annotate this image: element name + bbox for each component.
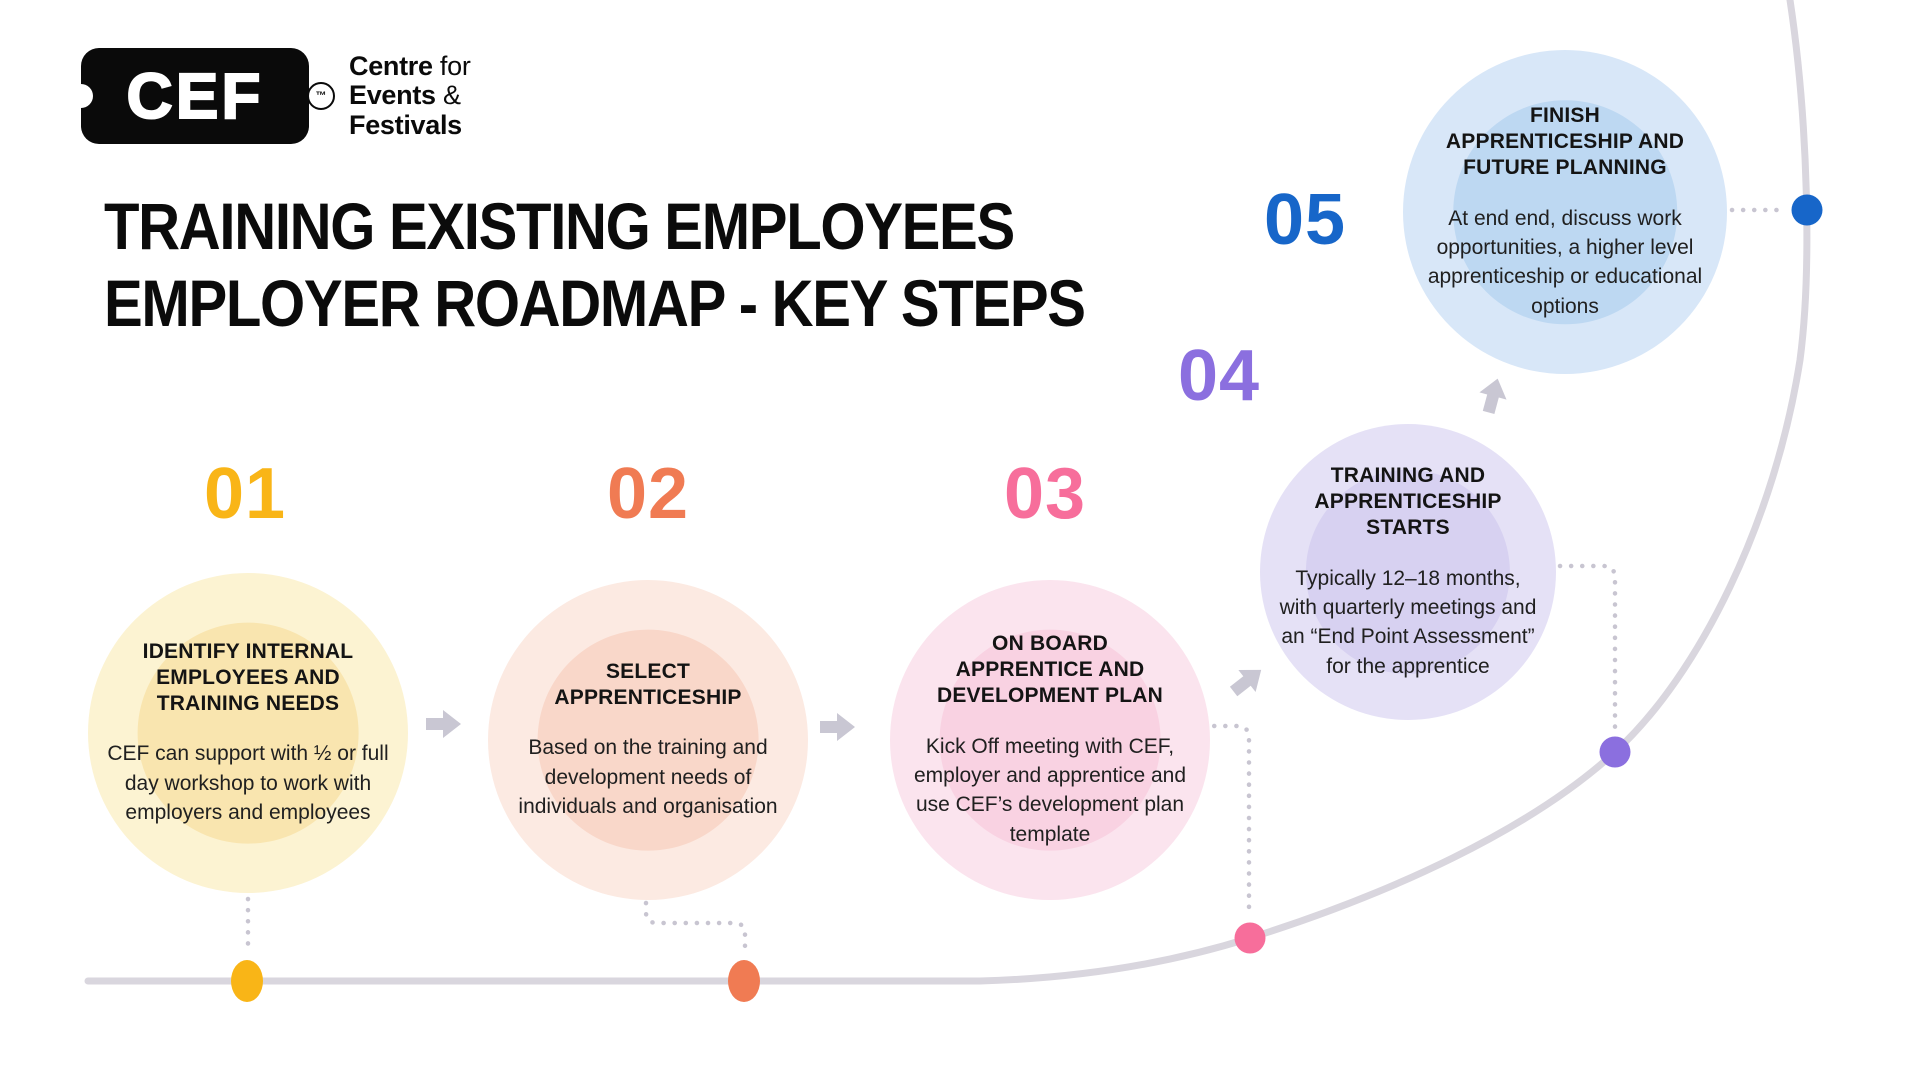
step-2-number: 02: [606, 454, 690, 534]
cef-logo-tagline: [349, 52, 471, 139]
page-title-line-1: TRAINING EXISTING EMPLOYEES: [104, 189, 1014, 263]
step-circle-4: [1260, 424, 1556, 720]
step-1-number: 01: [203, 454, 287, 534]
milestone-dot-4: [1600, 737, 1631, 768]
step-5-number: 05: [1263, 180, 1347, 260]
step-circle-3: [890, 580, 1210, 900]
step-1-heading: IDENTIFY INTERNAL EMPLOYEES AND TRAINING NEEDS: [142, 639, 354, 716]
step-2-body: Based on the training and development needs of individuals and organisation: [518, 736, 778, 818]
step-3-content: [890, 580, 1210, 900]
step-5-body: At end end, discuss work opportunities, a higher level apprenticeship or educational options: [1427, 206, 1703, 318]
milestone-dot-2: [728, 960, 760, 1002]
milestone-dot-1: [231, 960, 263, 1002]
step-4-body: Typically 12–18 months, with quarterly meetings and an “End Point Assessment” for the apprentice: [1279, 566, 1537, 678]
step-3-body: Kick Off meeting with CEF, employer and apprentice and use CEF’s development plan template: [913, 734, 1186, 846]
step-circle-1: [88, 573, 408, 893]
cef-logo-badge: [81, 48, 327, 144]
step-circle-2: [488, 580, 808, 900]
step-circle-5: [1403, 50, 1727, 374]
connector-step-2: [646, 903, 745, 956]
trademark-icon: ™: [307, 82, 335, 110]
arrow-step2-to-step3: [820, 713, 855, 741]
step-3-heading: ON BOARD APPRENTICE AND DEVELOPMENT PLAN: [936, 631, 1164, 708]
milestone-dot-3: [1235, 923, 1266, 954]
connector-step-4: [1560, 566, 1615, 731]
page-title-line-2: EMPLOYER ROADMAP - KEY STEPS: [104, 265, 1085, 340]
tagline-line-1: Centre for: [349, 51, 471, 82]
step-4-content: [1260, 424, 1556, 720]
step-3-number: 03: [1003, 454, 1087, 534]
cef-logo: [81, 48, 471, 144]
step-1-content: [88, 573, 408, 893]
step-5-heading: FINISH APPRENTICESHIP AND FUTURE PLANNING: [1445, 103, 1685, 180]
step-4-heading: TRAINING AND APPRENTICESHIP STARTS: [1314, 463, 1502, 540]
step-5-content: [1403, 50, 1727, 374]
step-2-heading: SELECT APPRENTICESHIP: [554, 659, 742, 709]
tagline-line-3: Festivals: [349, 109, 462, 140]
page-title: [104, 188, 1085, 341]
step-1-body: CEF can support with ½ or full day workshop to work with employers and employees: [107, 742, 389, 825]
milestone-dot-5: [1792, 195, 1823, 226]
tagline-line-2: Events &: [349, 80, 461, 111]
arrow-step1-to-step2: [426, 710, 461, 738]
arrow-step4-to-step5: [1475, 375, 1511, 416]
step-2-content: [488, 580, 808, 900]
cef-logo-acronym: CEF: [126, 60, 264, 132]
step-4-number: 04: [1177, 336, 1261, 416]
